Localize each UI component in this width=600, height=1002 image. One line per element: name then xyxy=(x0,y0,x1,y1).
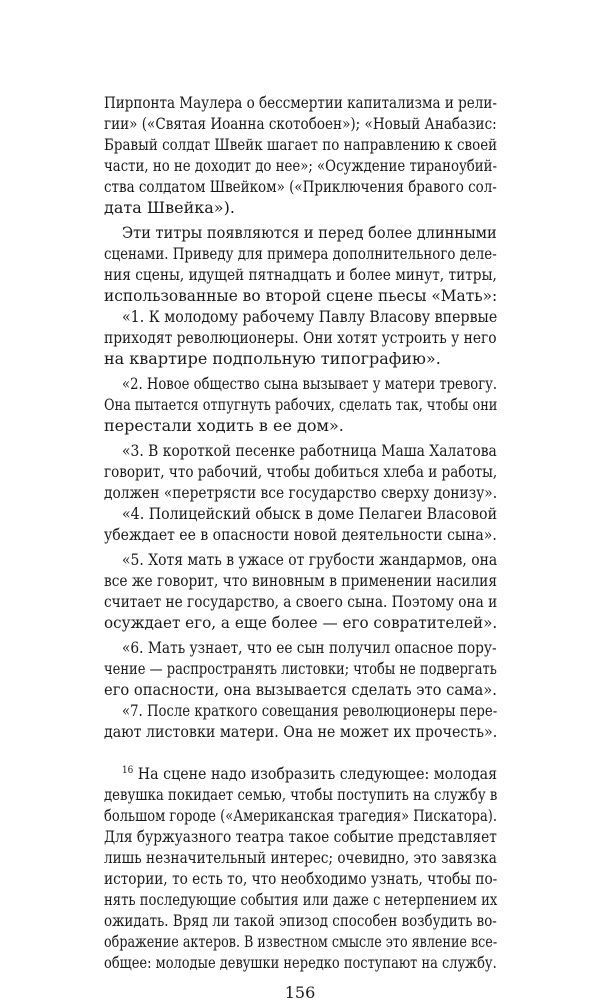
text-line: «2. Новое общество сына вызывает у матери тревогу. xyxy=(122,374,498,393)
page-number: 156 xyxy=(284,983,316,1002)
text-line: его опасности, она вызывается сделать это сама». xyxy=(104,680,497,699)
text-line: «5. Хотя мать в ужасе от грубости жандармов, она xyxy=(122,550,498,569)
text-line: девушка покидает семью, чтобы поступить на службу в xyxy=(104,785,498,804)
text-line: общее: молодые девушки нередко поступают на службу. xyxy=(104,953,497,972)
text-line: чение — распространять листовки; чтобы не подвергать xyxy=(104,659,497,678)
text-line xyxy=(122,763,497,784)
text-line: приходят революционеры. Они хотят устроить у него xyxy=(104,328,497,347)
text-line: «6. Мать узнает, что ее сын получил опасное пору- xyxy=(122,638,497,657)
text-line: Бравый солдат Швейк шагает по направлению к своей xyxy=(104,135,498,154)
text-line: должен «перетрясти все государство сверху донизу». xyxy=(104,483,498,502)
text-line: истории, то есть то, что необходимо узнать, чтобы по- xyxy=(104,869,498,888)
text-line: Для буржуазного театра такое событие представляет xyxy=(104,827,497,846)
text-line: осуждает его, а еще более — его совратителей». xyxy=(104,613,498,632)
text-line: «4. Полицейский обыск в доме Пелагеи Власовой xyxy=(122,504,498,523)
text-line: убеждает ее в опасности новой деятельности сына». xyxy=(104,525,497,544)
text-line: сценами. Приведу для примера дополнительного деле- xyxy=(104,244,497,263)
text-line: Эти титры появляются и перед более длинными xyxy=(122,223,497,242)
text-line: говорит, что рабочий, чтобы добиться хлеба и работы, xyxy=(104,462,498,481)
text-line: на квартире подпольную типографию». xyxy=(104,349,441,368)
text-line: считает не государство, а своего сына. Поэтому она и xyxy=(104,592,498,611)
text-line: «3. В короткой песенке работница Маша Халатова xyxy=(122,441,497,460)
text-line: лишь незначительный интерес; очевидно, это завязка xyxy=(104,848,497,867)
text-line: ображение актеров. В известном смысле это явление все- xyxy=(104,932,498,951)
footnote-marker: 16 xyxy=(122,765,134,776)
text-line: перестали ходить в ее дом». xyxy=(104,416,344,435)
text-line: ния сцены, идущей пятнадцать и более минут, титры, xyxy=(104,265,497,284)
footnote-line: На сцене надо изобразить следующее: молодая xyxy=(137,764,498,783)
text-line: гии» («Святая Иоанна скотобоен»); «Новый Анабазис: xyxy=(104,114,497,133)
text-line: использованные во второй сцене пьесы «Мать»: xyxy=(104,286,498,305)
text-line: Она пытается отпугнуть рабочих, сделать так, чтобы они xyxy=(104,395,498,414)
text-line: дают листовки матери. Она не может их прочесть». xyxy=(104,722,498,741)
text-line: большом городе («Американская трагедия» Пискатора). xyxy=(104,806,498,825)
text-line: части, но не доходит до нее»; «Осуждение тираноубий- xyxy=(104,156,498,175)
text-line: все же говорит, что виновным в применении насилия xyxy=(104,571,497,590)
text-line: дата Швейка»). xyxy=(104,198,235,217)
text-line: ожидать. Вряд ли такой эпизод способен возбудить во- xyxy=(104,911,497,930)
text-line: ства солдатом Швейком» («Приключения бравого сол- xyxy=(104,177,497,196)
text-line: нять последующие события или даже с нетерпением их xyxy=(104,890,498,909)
text-line: Пирпонта Маулера о бессмертии капитализма и рели- xyxy=(104,93,497,112)
text-line: «7. После краткого совещания революционеры пере- xyxy=(122,701,498,720)
text-line: «1. К молодому рабочему Павлу Власову впервые xyxy=(122,307,498,326)
